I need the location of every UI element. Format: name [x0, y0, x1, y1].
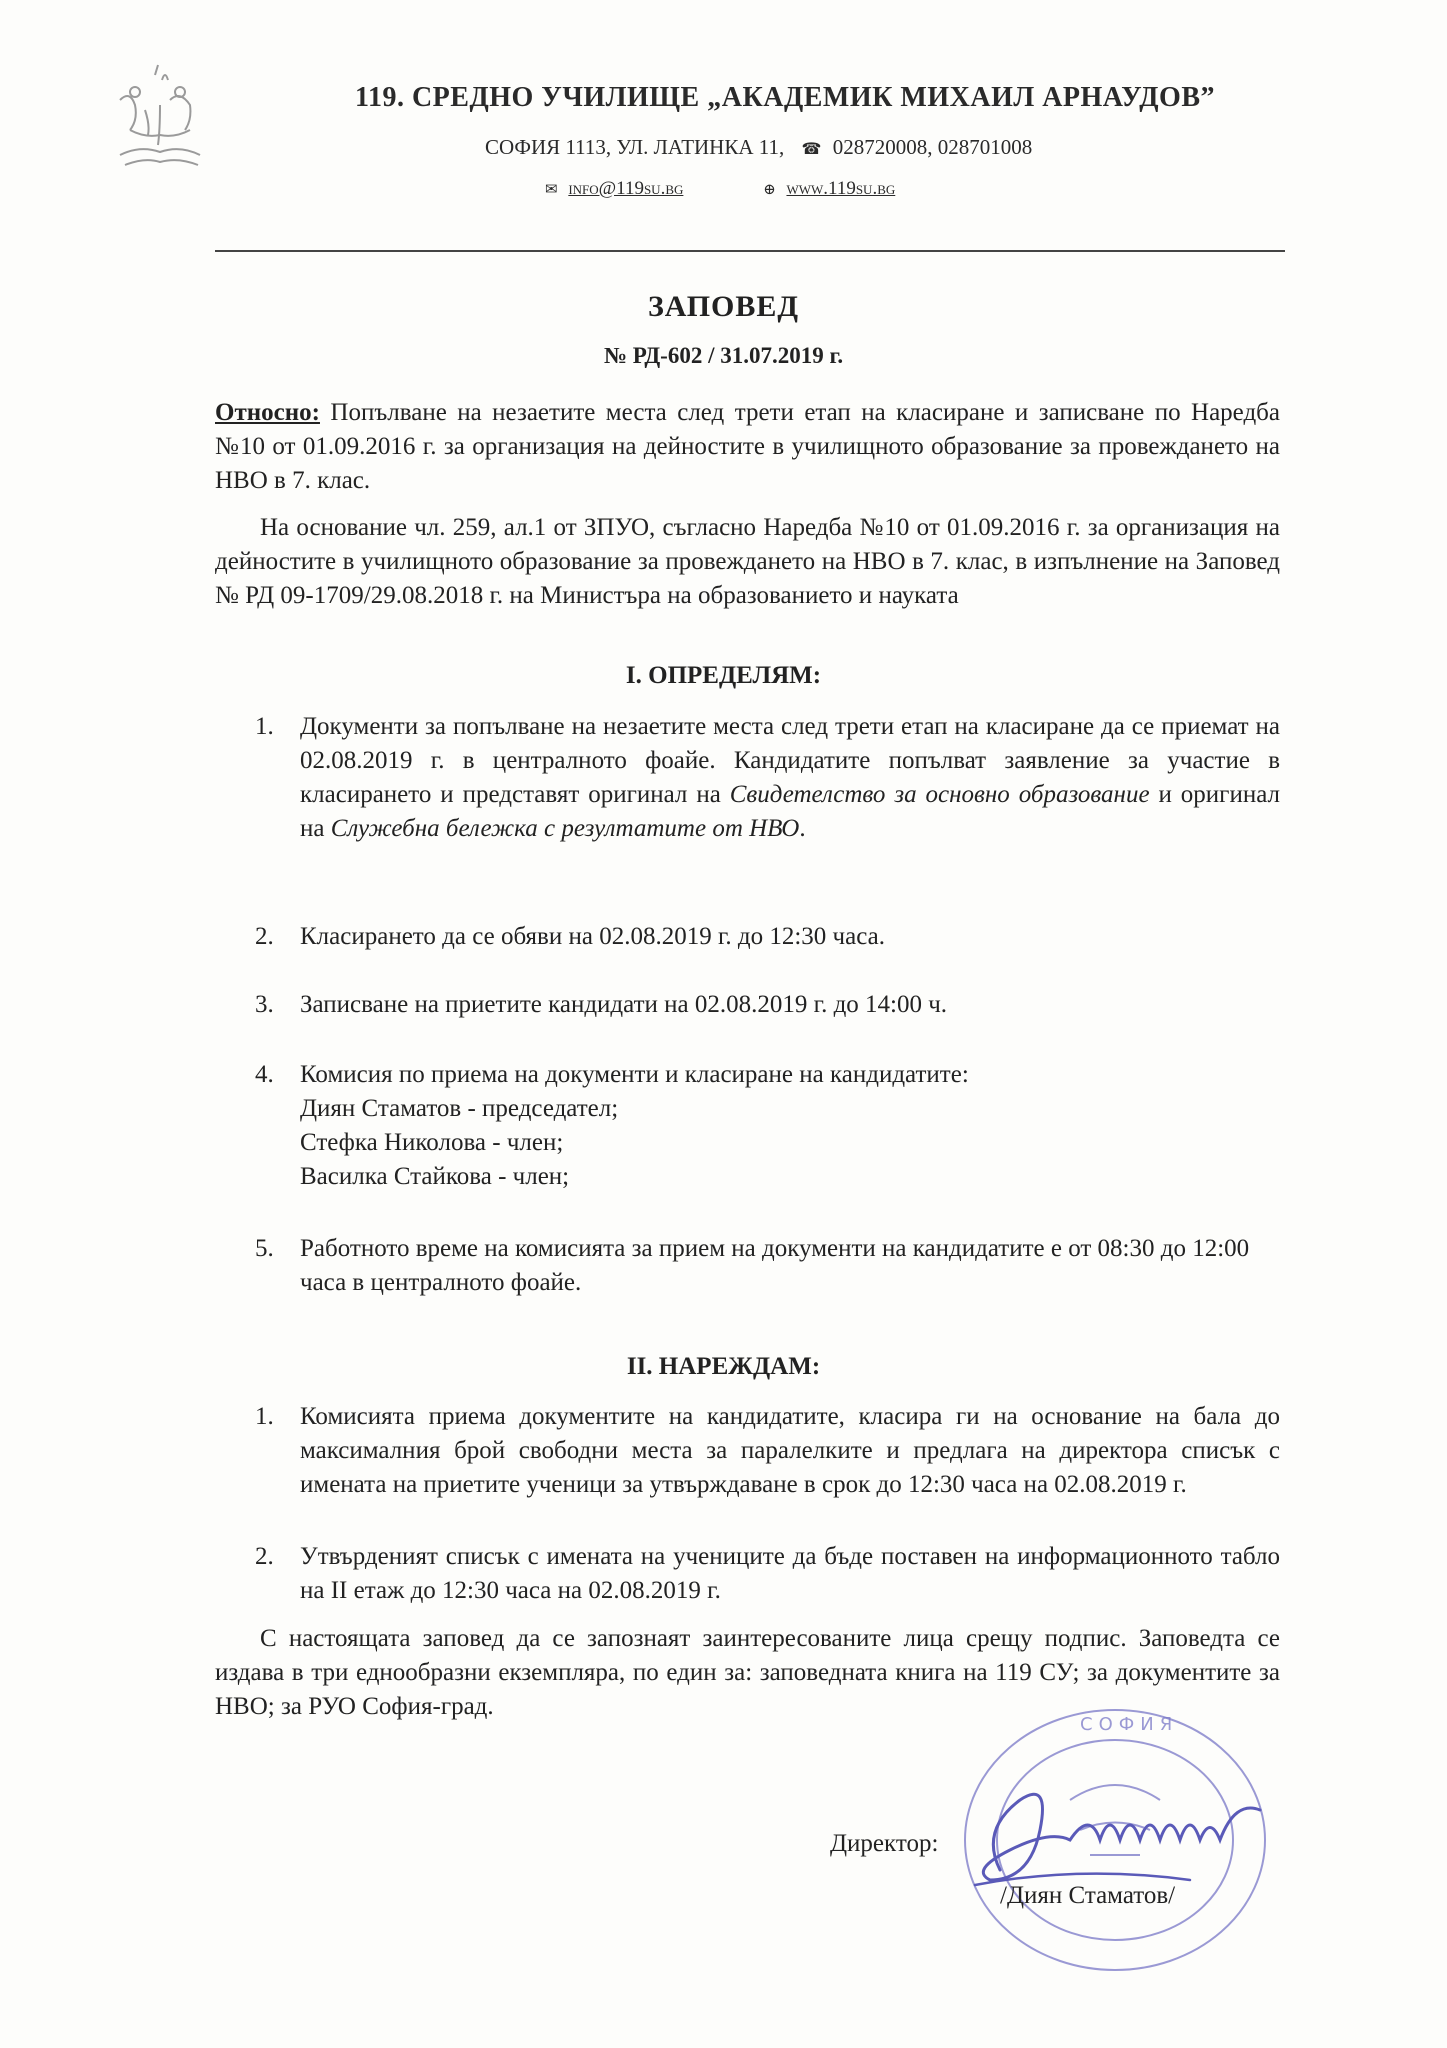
basis-paragraph: На основание чл. 259, ал.1 от ЗПУО, съгласно Наредба №10 от 01.09.2016 г. за организация на дейностите в училищното образование за провеждането на НВО в 7. клас, в изпълнение на Заповед № РД 09-1709/29.08.2018 г. на Министъра на образованието и науката [215, 514, 1280, 609]
envelope-icon: ✉ [545, 182, 558, 198]
item-number: 2. [255, 1543, 274, 1570]
section-2-heading: II. НАРЕЖДАМ: [626, 1353, 821, 1380]
section-2-item-1 [255, 1400, 1280, 1502]
section-1-heading: I. ОПРЕДЕЛЯМ: [625, 662, 822, 689]
item-text: Записване на приетите кандидати на 02.08.2019 г. до 14:00 ч. [300, 991, 948, 1018]
website-link[interactable]: www.119su.bg [786, 178, 896, 199]
section-2-item-2 [255, 1540, 1280, 1608]
globe-icon: ⊕ [763, 182, 776, 198]
svg-text:СОФИЯ: СОФИЯ [1080, 1714, 1179, 1735]
item-number: 1. [255, 1403, 274, 1430]
item-text: Работното време на комисията за прием на документи на кандидатите е от 08:30 до 12:00 часа в централното фоайе. [300, 1235, 1250, 1296]
email-link[interactable]: info@119su.bg [568, 178, 684, 199]
item-number: 4. [255, 1061, 274, 1088]
committee-member: Василка Стайкова - член; [300, 1163, 570, 1190]
item-text: . [799, 815, 806, 842]
contact-links [545, 178, 895, 200]
director-role: Директор: [830, 1830, 939, 1857]
item-number: 2. [255, 923, 274, 950]
document-title: ЗАПОВЕД [647, 290, 800, 323]
document-number: № РД-602 / 31.07.2019 г. [603, 343, 844, 368]
item-number: 1. [255, 713, 274, 740]
subject-paragraph [215, 396, 1280, 498]
item-text: Комисия по приема на документи и класиране на кандидатите: [300, 1061, 969, 1088]
address-text: СОФИЯ 1113, УЛ. ЛАТИНКА 11, [485, 135, 785, 159]
committee-member: Стефка Николова - член; [300, 1129, 564, 1156]
section-1-item-1 [255, 710, 1280, 846]
subject-label: Относно: [215, 399, 320, 426]
director-name: /Диян Стаматов/ [1000, 1882, 1176, 1909]
phone-numbers: 028720008, 028701008 [832, 135, 1033, 159]
director-signature [960, 1770, 1290, 1900]
item-italic-certificate: Свидетелство за основно образование [729, 781, 1150, 808]
school-logo [100, 60, 230, 190]
school-name: 119. СРЕДНО УЧИЛИЩЕ „АКАДЕМИК МИХАИЛ АРНАУДОВ” [355, 82, 1216, 113]
item-text: Класирането да се обяви на 02.08.2019 г. до 12:30 часа. [300, 923, 885, 950]
phone-icon: ☎ [801, 141, 822, 158]
item-number: 5. [255, 1235, 274, 1262]
subject-text: Попълване на незаетите места след трети етап на класиране и записване по Наредба №10 от 01.09.2016 г. за организация на дейностите в училищното образование за провеждането на НВО в 7. клас. [215, 399, 1280, 494]
school-address [485, 135, 1032, 160]
committee-member: Диян Стаматов - председател; [300, 1095, 619, 1122]
section-1-item-2 [255, 920, 1280, 954]
item-number: 3. [255, 991, 274, 1018]
item-text: Документи за попълване на незаетите места след трети етап на класиране да се приемат на 02.08.2019 г. в централното фоайе. Кандидатите попълват заявление за участие в класирането и представят оригинал на [300, 713, 1280, 808]
item-text: Утвърденият списък с имената на учениците да бъде поставен на информационното табло на II етаж до 12:30 часа на 02.08.2019 г. [300, 1543, 1280, 1604]
section-1-item-4 [255, 1058, 1280, 1194]
header-divider [215, 250, 1285, 252]
item-text: и оригинал на [300, 781, 1280, 842]
closing-paragraph: С настоящата заповед да се запознаят заинтересованите лица срещу подпис. Заповедта се издава в три еднообразни екземпляра, по един за: заповедната книга на 119 СУ; за документите за НВО; за РУО София-град. [215, 1625, 1280, 1720]
item-italic-note: Служебна бележка с резултатите от НВО [330, 815, 800, 842]
item-text: Комисията приема документите на кандидатите, класира ги на основание на бала до максималния брой свободни места за паралелките и предлага на директора списък с имената на приетите ученици за утвърждаване в срок до 12:30 часа на 02.08.2019 г. [300, 1403, 1280, 1498]
section-1-item-5 [255, 1232, 1280, 1300]
section-1-item-3 [255, 988, 1280, 1022]
